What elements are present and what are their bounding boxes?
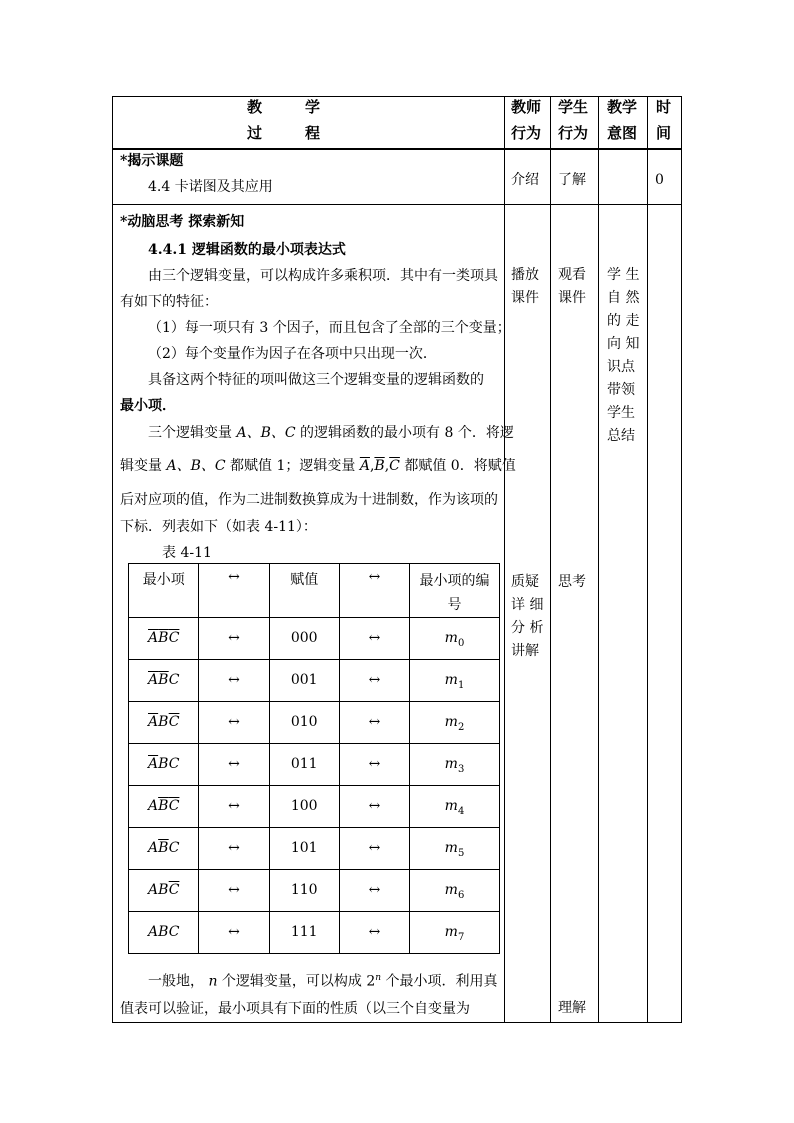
header-time-2: 间 [656, 124, 672, 142]
row-minterm-index: $m_0$ [410, 618, 500, 660]
minterm-expression: $\overline{A}BC$ [129, 744, 199, 786]
row-arrow-2: ↔ [339, 702, 409, 744]
table-border-top [112, 96, 681, 97]
intent-2: 自 然 [607, 290, 640, 306]
header-minterm: 最小项 [129, 564, 199, 618]
row-minterm-index: $m_3$ [410, 744, 500, 786]
header-student-1: 学生 [558, 98, 589, 116]
minterm-expression: $\overline{A}B\overline{C}$ [129, 702, 199, 744]
intent-8: 总结 [607, 428, 635, 444]
row-value: 100 [269, 786, 339, 828]
feature-item-2: （2）每个变量作为因子在各项中只出现一次． [148, 346, 437, 362]
minterm-row [129, 870, 500, 912]
header-arrow-2: ↔ [339, 564, 409, 618]
student-a-1: 观看 [558, 267, 586, 283]
minterm-row [129, 660, 500, 702]
row-value: 011 [269, 744, 339, 786]
row1-subtitle: 4.4 卡诺图及其应用 [148, 179, 273, 195]
row-value: 101 [269, 828, 339, 870]
row-minterm-index: $m_6$ [410, 870, 500, 912]
minterm-expression: $\overline{A}\overline{B}C$ [129, 660, 199, 702]
intent-4: 向 知 [607, 336, 640, 352]
minterm-expression: $A\overline{B}\overline{C}$ [129, 786, 199, 828]
table-caption: 表 4-11 [162, 545, 212, 561]
minterm-row [129, 786, 500, 828]
para3-line4: 下标．列表如下（如表 4-11）： [120, 519, 317, 535]
feature-item-1: （1）每一项只有 3 个因子，而且包含了全部的三个变量； [148, 320, 511, 336]
minterm-row [129, 618, 500, 660]
col-line-right [681, 96, 682, 1023]
minterm-row [129, 828, 500, 870]
header-divider [112, 148, 681, 150]
header-intent-2: 意图 [607, 124, 638, 142]
col-line-student [598, 96, 599, 1023]
teacher-b-4: 讲解 [511, 643, 539, 659]
para2-line1: 具备这两个特征的项叫做这三个逻辑变量的逻辑函数的 [148, 372, 484, 388]
col-line-process [504, 96, 505, 1023]
row-minterm-index: $m_7$ [410, 912, 500, 954]
para4-line1: 一般地， n 个逻辑变量，可以构成 2$^n$ 个最小项．利用真 [148, 973, 498, 990]
student-a-2: 课件 [558, 290, 586, 306]
header-teacher-2: 行为 [511, 124, 542, 142]
header-index: 最小项的编 号 [410, 564, 500, 618]
teacher-a-1: 播放 [511, 267, 539, 283]
row1-divider [112, 204, 681, 205]
para1-line1: 由三个逻辑变量，可以构成许多乘积项．其中有一类项具 [148, 268, 498, 284]
intent-7: 学生 [607, 405, 635, 421]
para1-line2: 有如下的特征： [120, 294, 218, 310]
header-process-2a: 过 [247, 124, 263, 142]
row-arrow-2: ↔ [339, 870, 409, 912]
row-value: 000 [269, 618, 339, 660]
minterm-expression: $A\overline{B}C$ [129, 828, 199, 870]
row-value: 111 [269, 912, 339, 954]
minterm-expression: ABC [129, 912, 199, 954]
row-arrow-2: ↔ [339, 912, 409, 954]
row1-title: *揭示课题 [120, 153, 184, 169]
minterm-row [129, 912, 500, 954]
header-arrow-1: ↔ [199, 564, 269, 618]
minterm-expression: $AB\overline{C}$ [129, 870, 199, 912]
row-minterm-index: $m_1$ [410, 660, 500, 702]
row-value: 110 [269, 870, 339, 912]
intent-5: 识点 [607, 359, 635, 375]
header-teacher-1: 教师 [511, 98, 542, 116]
row-arrow-2: ↔ [339, 618, 409, 660]
row-minterm-index: $m_2$ [410, 702, 500, 744]
row-arrow-1: ↔ [199, 828, 269, 870]
row-arrow-1: ↔ [199, 786, 269, 828]
col-line-teacher [550, 96, 551, 1023]
student-c: 理解 [558, 1000, 586, 1016]
teacher-b-2: 详 细 [511, 597, 544, 613]
row-arrow-1: ↔ [199, 660, 269, 702]
minterm-row [129, 702, 500, 744]
row1-student: 了解 [558, 172, 586, 188]
header-time-1: 时 [656, 98, 672, 116]
para4-line2: 值表可以验证，最小项具有下面的性质（以三个自变量为 [120, 1001, 470, 1017]
header-intent-1: 教学 [607, 98, 638, 116]
row-value: 001 [269, 660, 339, 702]
row-arrow-1: ↔ [199, 912, 269, 954]
intent-3: 的 走 [607, 313, 640, 329]
row-arrow-2: ↔ [339, 744, 409, 786]
para2-line2: 最小项． [120, 398, 176, 414]
col-line-intent [647, 96, 648, 1023]
header-process-1a: 教 [247, 98, 263, 116]
row-arrow-2: ↔ [339, 660, 409, 702]
intent-6: 带领 [607, 382, 635, 398]
row1-teacher: 介绍 [511, 172, 539, 188]
row-arrow-2: ↔ [339, 786, 409, 828]
row-arrow-2: ↔ [339, 828, 409, 870]
row2-title: *动脑思考 探索新知 [120, 214, 245, 230]
row-arrow-1: ↔ [199, 702, 269, 744]
minterm-header-row [129, 564, 500, 618]
row-arrow-1: ↔ [199, 744, 269, 786]
minterm-expression: $\overline{A}\overline{B}\overline{C}$ [129, 618, 199, 660]
para3-line2: 辑变量 A、B、C 都赋值 1；逻辑变量 $\overline{A},\overline{B},\overline{C}$ 都赋值 0．将赋值 [120, 458, 516, 474]
section-heading: 4.4.1 逻辑函数的最小项表达式 [148, 242, 346, 258]
row-minterm-index: $m_4$ [410, 786, 500, 828]
col-line-left [112, 96, 113, 1023]
header-process-1b: 学 [305, 98, 321, 116]
teacher-b-1: 质疑 [511, 574, 539, 590]
para3-line3: 后对应项的值，作为二进制数换算成为十进制数，作为该项的 [120, 492, 498, 508]
student-b: 思考 [558, 574, 586, 590]
minterm-row [129, 744, 500, 786]
header-value: 赋值 [269, 564, 339, 618]
row-value: 010 [269, 702, 339, 744]
teacher-b-3: 分 析 [511, 620, 544, 636]
teacher-a-2: 课件 [511, 290, 539, 306]
para3-line1: 三个逻辑变量 A、B、C 的逻辑函数的最小项有 8 个．将逻 [148, 425, 514, 441]
row-arrow-1: ↔ [199, 618, 269, 660]
row-minterm-index: $m_5$ [410, 828, 500, 870]
header-process-2b: 程 [305, 124, 321, 142]
row-arrow-1: ↔ [199, 870, 269, 912]
minterm-table [128, 563, 500, 954]
table-border-bottom [112, 1022, 681, 1023]
intent-1: 学 生 [607, 267, 640, 283]
header-student-2: 行为 [558, 124, 589, 142]
row1-time: 0 [655, 172, 664, 188]
